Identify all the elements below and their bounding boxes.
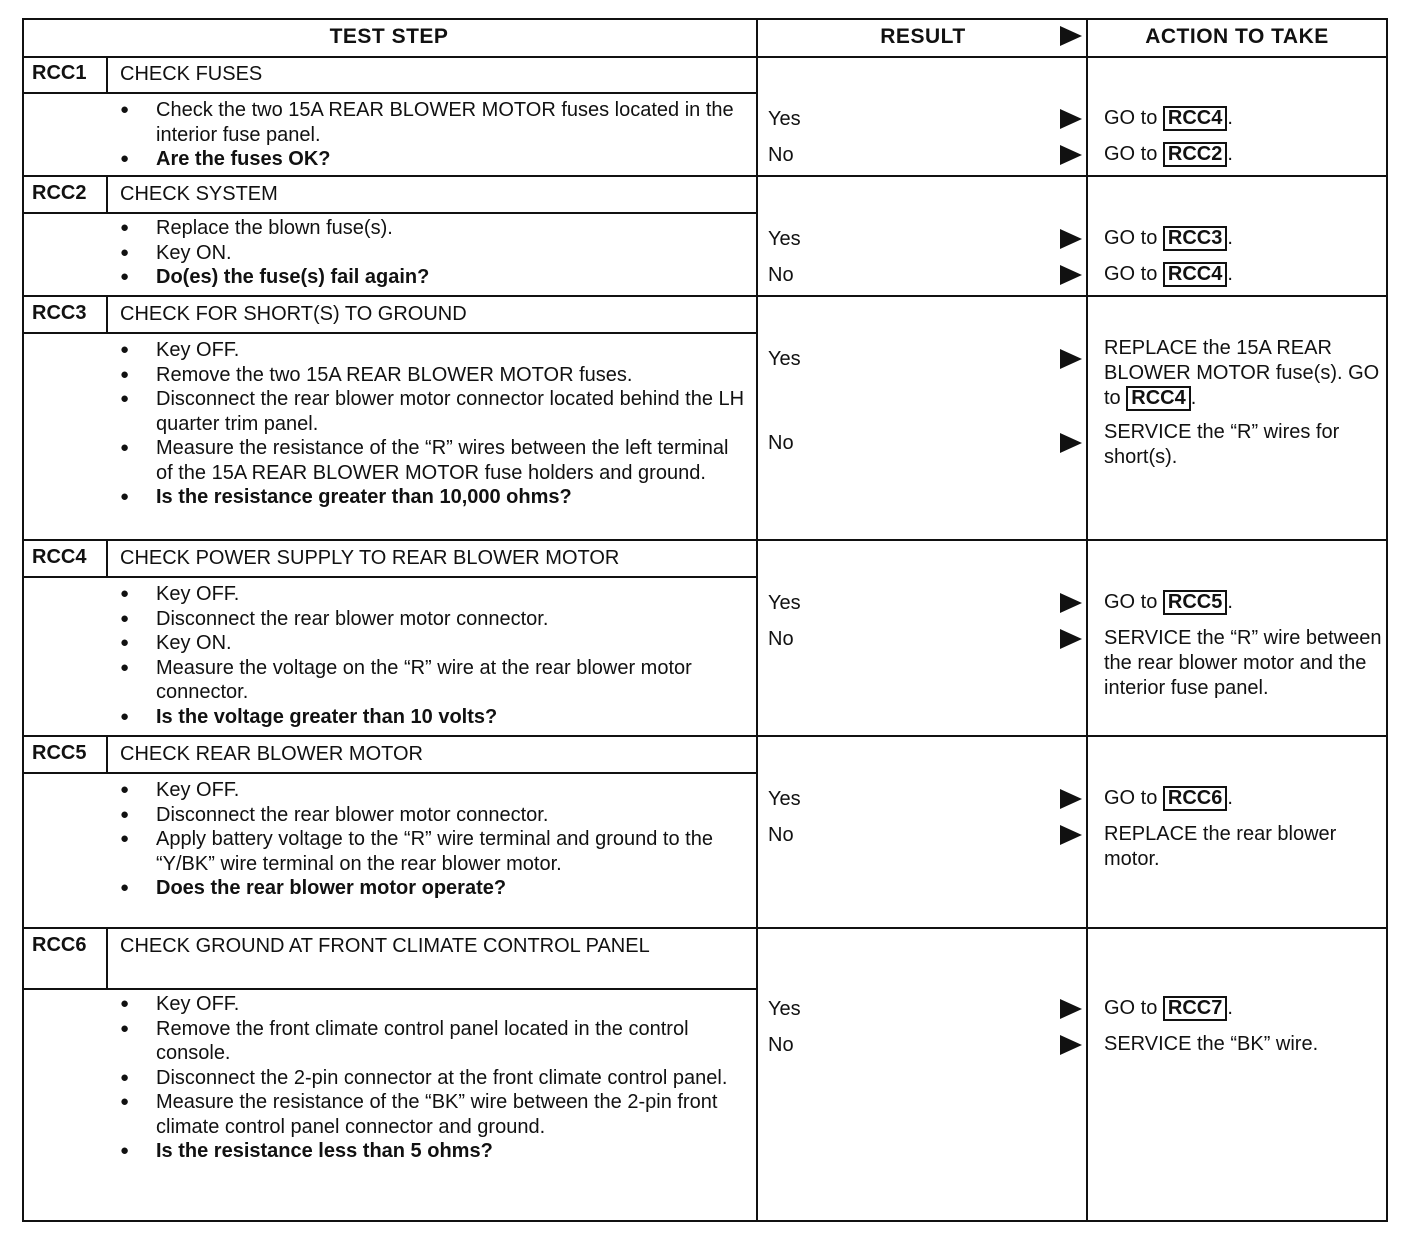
instruction-item: ● Key ON. bbox=[116, 241, 750, 266]
action-text-end: . bbox=[1227, 107, 1233, 129]
step-title: CHECK GROUND AT FRONT CLIMATE CONTROL PANEL bbox=[120, 935, 650, 957]
step-id: RCC1 bbox=[22, 56, 108, 92]
step-id: RCC5 bbox=[22, 736, 108, 772]
row-divider bbox=[22, 927, 1386, 929]
instruction-item: ● Measure the resistance of the “BK” wire between the 2-pin front climate control panel connector and ground. bbox=[116, 1090, 750, 1139]
step-row-rcc2 bbox=[22, 176, 756, 296]
step-header bbox=[22, 540, 756, 578]
action-text-main: GO to bbox=[1104, 263, 1163, 285]
step-row-rcc4 bbox=[22, 540, 756, 736]
step-title: CHECK SYSTEM bbox=[120, 183, 278, 205]
action-text-main: SERVICE the “R” wires for short(s). bbox=[1104, 421, 1340, 468]
result-arrow-icon bbox=[1060, 789, 1082, 809]
instruction-item: ● Remove the two 15A REAR BLOWER MOTOR fuses. bbox=[116, 363, 750, 388]
row-divider bbox=[22, 735, 1386, 737]
action-text-main: REPLACE the rear blower motor. bbox=[1104, 823, 1337, 870]
step-question: ● Is the voltage greater than 10 volts? bbox=[116, 705, 750, 730]
action-text bbox=[1104, 1032, 1382, 1057]
result-no: No bbox=[768, 628, 794, 650]
instruction-item: ● Key OFF. bbox=[116, 778, 750, 803]
action-text-end: . bbox=[1227, 591, 1233, 613]
action-text-end: . bbox=[1227, 227, 1233, 249]
result-yes: Yes bbox=[768, 348, 801, 370]
diagnostic-table bbox=[22, 18, 1388, 1222]
step-reference-link[interactable]: RCC4 bbox=[1126, 386, 1190, 411]
result-arrow-icon bbox=[1060, 999, 1082, 1019]
action-text bbox=[1104, 996, 1382, 1021]
step-question: ● Is the resistance less than 5 ohms? bbox=[116, 1139, 750, 1164]
action-text-main: REPLACE the 15A REAR BLOWER MOTOR fuse(s). GO to bbox=[1104, 337, 1380, 409]
step-title: CHECK FOR SHORT(S) TO GROUND bbox=[120, 303, 467, 325]
action-text-main: GO to bbox=[1104, 227, 1163, 249]
header-action: ACTION TO TAKE bbox=[1088, 18, 1386, 58]
result-no: No bbox=[768, 432, 794, 454]
step-reference-link[interactable]: RCC4 bbox=[1163, 262, 1227, 287]
result-no: No bbox=[768, 1034, 794, 1056]
step-header bbox=[22, 296, 756, 334]
action-text-end: . bbox=[1227, 997, 1233, 1019]
step-title: CHECK REAR BLOWER MOTOR bbox=[120, 743, 423, 765]
result-no: No bbox=[768, 264, 794, 286]
action-text-main: SERVICE the “R” wire between the rear blower motor and the interior fuse panel. bbox=[1104, 627, 1382, 699]
step-instructions bbox=[116, 216, 750, 290]
result-arrow-icon bbox=[1060, 629, 1082, 649]
action-text bbox=[1104, 590, 1382, 615]
action-text-main: GO to bbox=[1104, 591, 1163, 613]
result-arrow-icon bbox=[1060, 145, 1082, 165]
instruction-item: ● Replace the blown fuse(s). bbox=[116, 216, 750, 241]
step-title: CHECK FUSES bbox=[120, 63, 263, 85]
row-divider bbox=[22, 295, 1386, 297]
result-arrow-icon bbox=[1060, 349, 1082, 369]
result-no: No bbox=[768, 824, 794, 846]
step-reference-link[interactable]: RCC2 bbox=[1163, 142, 1227, 167]
step-id: RCC6 bbox=[22, 928, 108, 988]
step-instructions bbox=[116, 778, 750, 901]
instruction-item: ● Apply battery voltage to the “R” wire terminal and ground to the “Y/BK” wire terminal on the rear blower motor. bbox=[116, 827, 750, 876]
step-reference-link[interactable]: RCC3 bbox=[1163, 226, 1227, 251]
action-text-end: . bbox=[1190, 387, 1197, 409]
instruction-item: ● Disconnect the rear blower motor connector. bbox=[116, 607, 750, 632]
instruction-item: ● Key ON. bbox=[116, 631, 750, 656]
step-id: RCC3 bbox=[22, 296, 108, 332]
result-yes: Yes bbox=[768, 592, 801, 614]
instruction-item: ● Remove the front climate control panel located in the control console. bbox=[116, 1017, 750, 1066]
action-text-end: . bbox=[1227, 787, 1233, 809]
step-question: ● Is the resistance greater than 10,000 ohms? bbox=[116, 485, 750, 510]
step-row-rcc6 bbox=[22, 928, 756, 1222]
step-question: ● Does the rear blower motor operate? bbox=[116, 876, 750, 901]
action-text-main: GO to bbox=[1104, 143, 1163, 165]
step-row-rcc3 bbox=[22, 296, 756, 540]
action-text bbox=[1104, 420, 1382, 470]
step-row-rcc5 bbox=[22, 736, 756, 928]
instruction-item: ● Disconnect the rear blower motor connector. bbox=[116, 803, 750, 828]
action-text-main: GO to bbox=[1104, 107, 1163, 129]
action-text bbox=[1104, 336, 1382, 411]
action-text-main: SERVICE the “BK” wire. bbox=[1104, 1033, 1319, 1055]
column-divider-action bbox=[1086, 18, 1088, 1222]
step-id: RCC4 bbox=[22, 540, 108, 576]
action-text bbox=[1104, 106, 1382, 131]
step-header bbox=[22, 56, 756, 94]
header-arrow-icon bbox=[1060, 26, 1082, 46]
result-yes: Yes bbox=[768, 228, 801, 250]
step-row-rcc1 bbox=[22, 56, 756, 176]
step-header bbox=[22, 736, 756, 774]
result-arrow-icon bbox=[1060, 433, 1082, 453]
instruction-item: ● Disconnect the rear blower motor connector located behind the LH quarter trim panel. bbox=[116, 387, 750, 436]
result-arrow-icon bbox=[1060, 229, 1082, 249]
action-text-main: GO to bbox=[1104, 997, 1163, 1019]
instruction-item: ● Key OFF. bbox=[116, 582, 750, 607]
action-text-end: . bbox=[1227, 263, 1233, 285]
step-instructions bbox=[116, 582, 750, 729]
result-yes: Yes bbox=[768, 108, 801, 130]
step-question: ● Do(es) the fuse(s) fail again? bbox=[116, 265, 750, 290]
step-instructions bbox=[116, 992, 750, 1164]
step-title: CHECK POWER SUPPLY TO REAR BLOWER MOTOR bbox=[120, 547, 620, 569]
instruction-item: ● Measure the resistance of the “R” wires between the left terminal of the 15A REAR BLOWER MOTOR fuse holders and ground. bbox=[116, 436, 750, 485]
action-text bbox=[1104, 262, 1382, 287]
result-arrow-icon bbox=[1060, 1035, 1082, 1055]
instruction-item: ● Key OFF. bbox=[116, 338, 750, 363]
action-text-main: GO to bbox=[1104, 787, 1163, 809]
step-instructions bbox=[116, 338, 750, 510]
action-text bbox=[1104, 786, 1382, 811]
step-header bbox=[22, 928, 756, 990]
action-text-end: . bbox=[1227, 143, 1233, 165]
header-test-step: TEST STEP bbox=[22, 18, 756, 58]
result-arrow-icon bbox=[1060, 265, 1082, 285]
result-yes: Yes bbox=[768, 998, 801, 1020]
step-reference-link[interactable]: RCC5 bbox=[1163, 590, 1227, 615]
result-arrow-icon bbox=[1060, 825, 1082, 845]
action-text bbox=[1104, 226, 1382, 251]
step-header bbox=[22, 176, 756, 214]
action-text bbox=[1104, 822, 1382, 872]
step-id: RCC2 bbox=[22, 176, 108, 212]
row-divider bbox=[22, 175, 1386, 177]
row-divider bbox=[22, 539, 1386, 541]
instruction-item: ● Measure the voltage on the “R” wire at the rear blower motor connector. bbox=[116, 656, 750, 705]
result-arrow-icon bbox=[1060, 109, 1082, 129]
step-question: ● Are the fuses OK? bbox=[116, 147, 750, 172]
step-reference-link[interactable]: RCC6 bbox=[1163, 786, 1227, 811]
instruction-item: ● Check the two 15A REAR BLOWER MOTOR fuses located in the interior fuse panel. bbox=[116, 98, 750, 147]
result-yes: Yes bbox=[768, 788, 801, 810]
action-text bbox=[1104, 626, 1382, 701]
instruction-item: ● Key OFF. bbox=[116, 992, 750, 1017]
step-reference-link[interactable]: RCC7 bbox=[1163, 996, 1227, 1021]
step-instructions bbox=[116, 98, 750, 172]
result-arrow-icon bbox=[1060, 593, 1082, 613]
instruction-item: ● Disconnect the 2-pin connector at the front climate control panel. bbox=[116, 1066, 750, 1091]
step-reference-link[interactable]: RCC4 bbox=[1163, 106, 1227, 131]
action-text bbox=[1104, 142, 1382, 167]
header-result: RESULT bbox=[758, 18, 1088, 58]
column-divider-result bbox=[756, 18, 758, 1222]
result-no: No bbox=[768, 144, 794, 166]
